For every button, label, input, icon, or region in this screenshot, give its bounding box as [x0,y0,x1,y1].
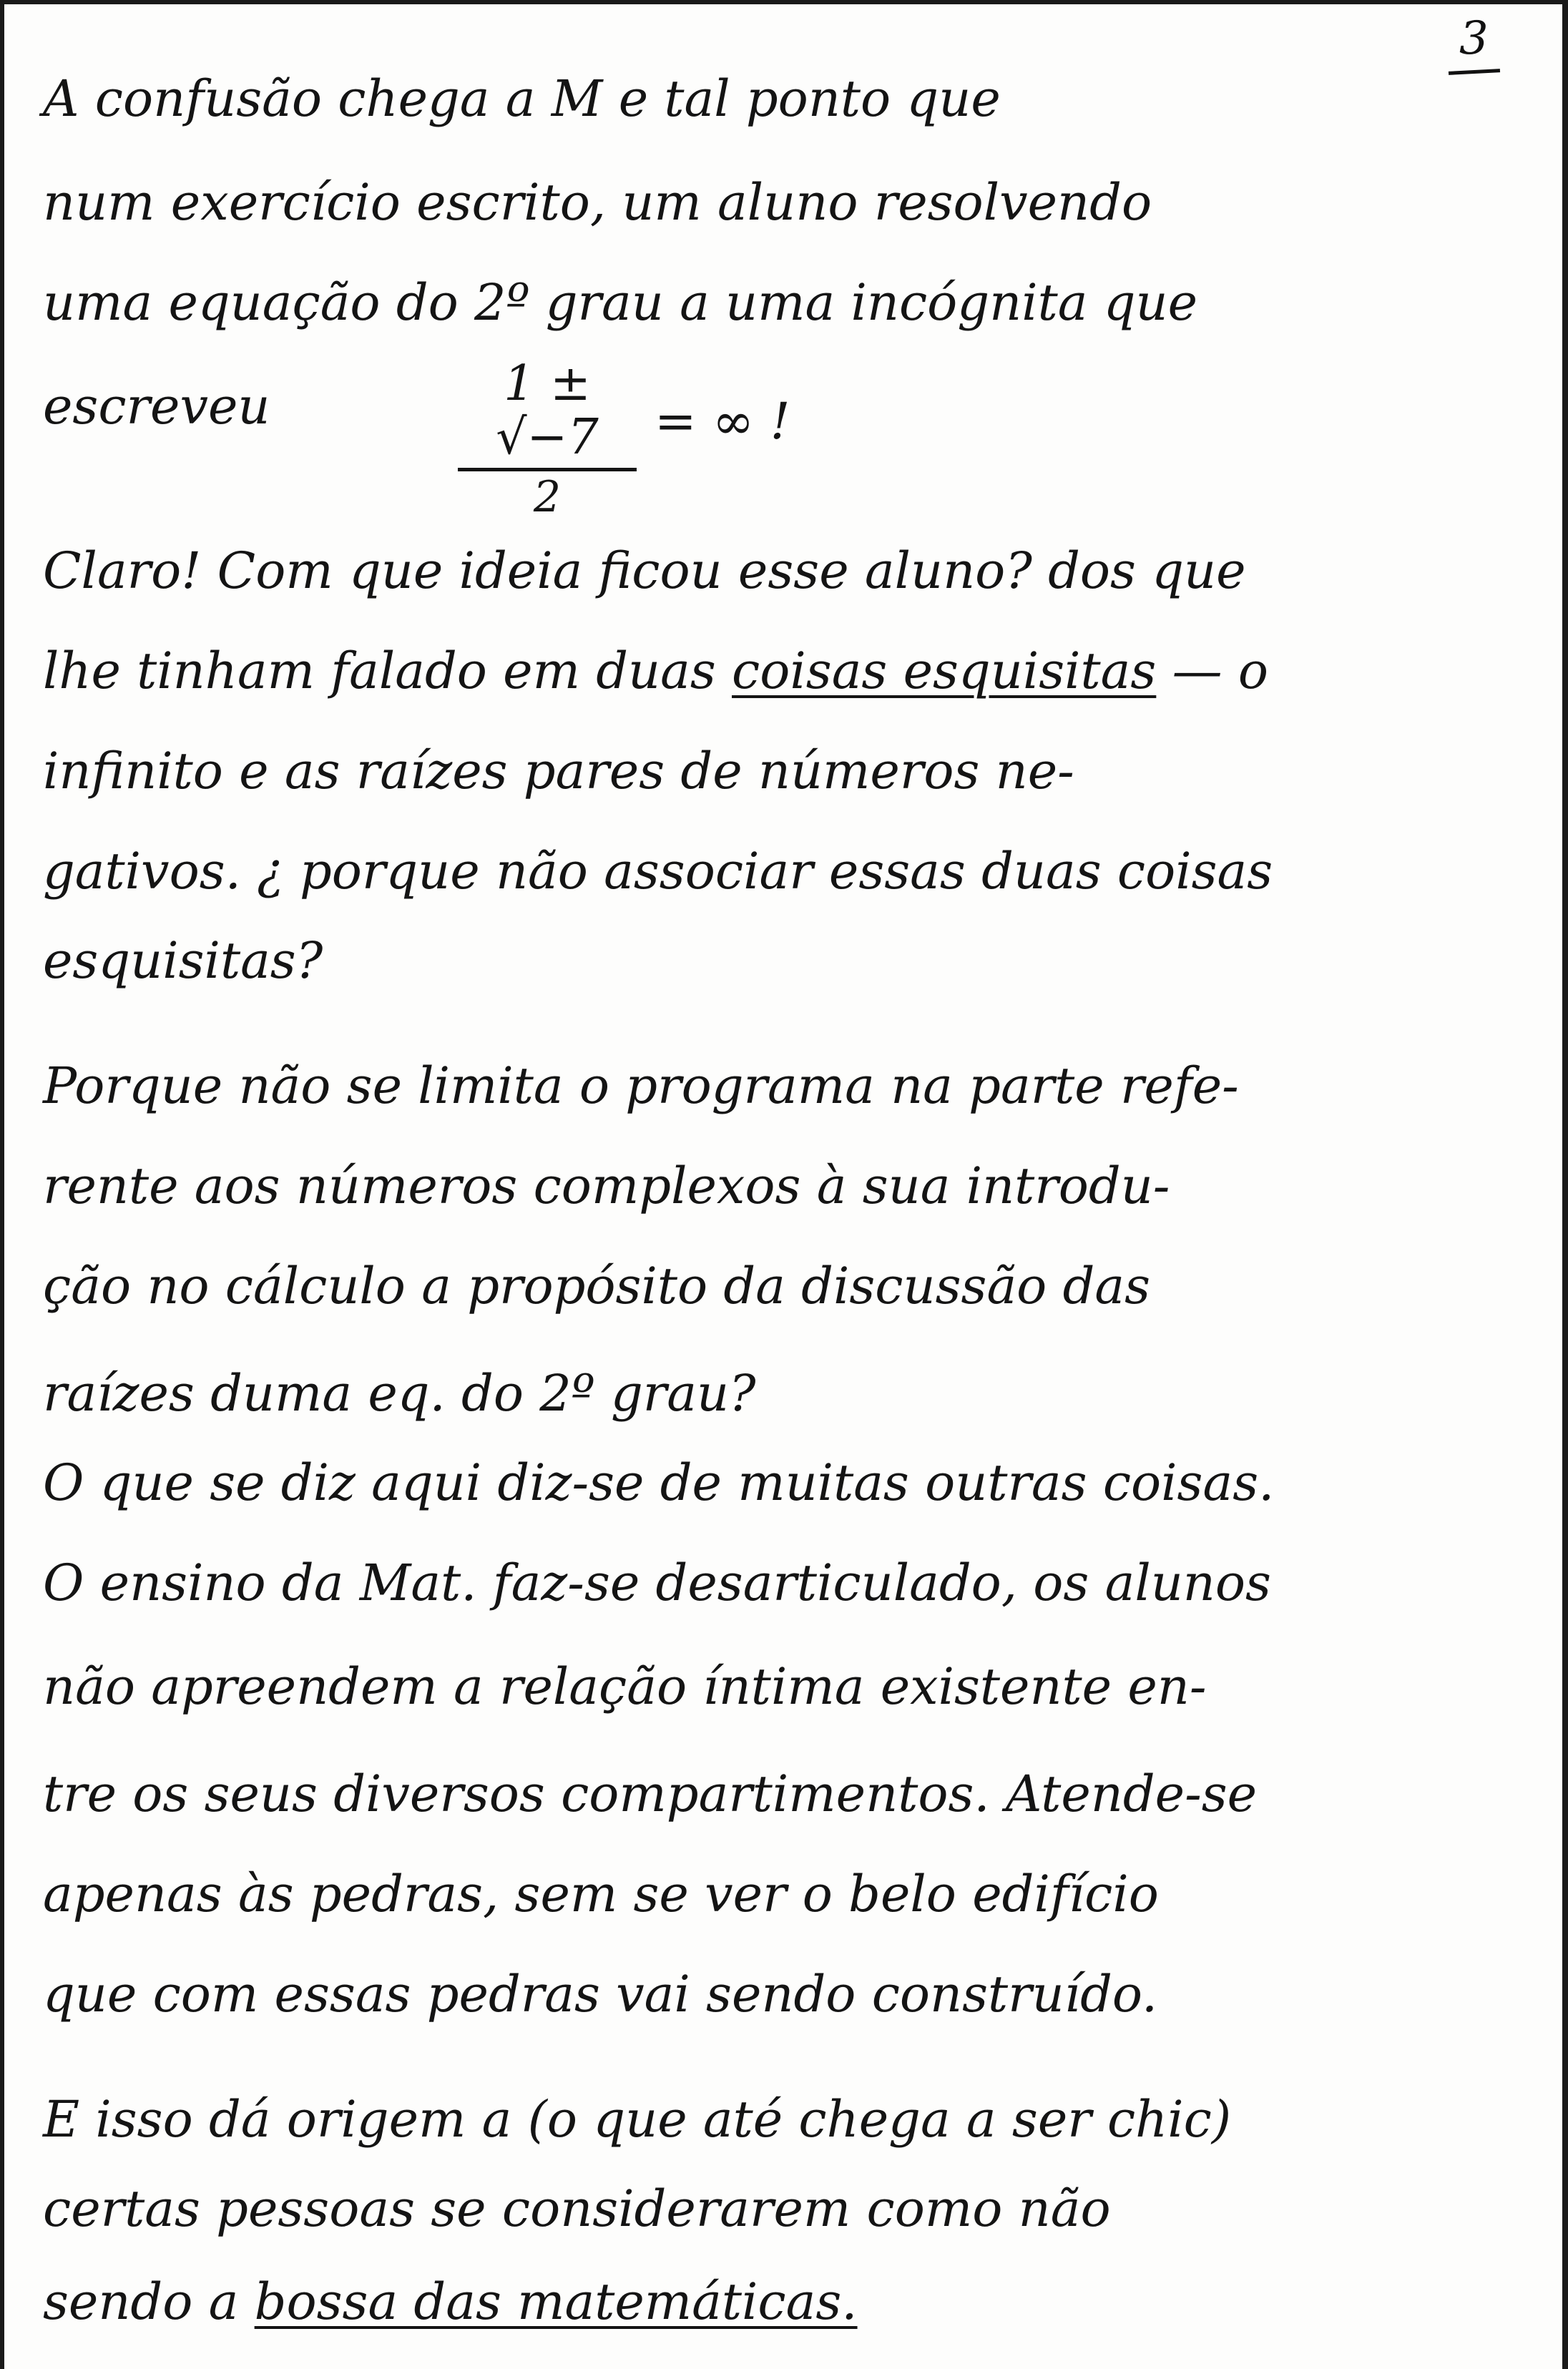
text-line-4: escreveu [43,377,270,436]
underlined-phrase-bossa: bossa das matemáticas. [254,2272,858,2331]
text-line-1: A confusão chega a M e tal ponto que [43,69,1001,128]
page-number: 3 [1459,12,1489,65]
underlined-phrase: coisas esquisitas [732,642,1157,700]
text-line-8: gativos. ¿ porque não associar essas duas coisas [43,842,1273,901]
text-line-11: rente aos números complexos à sua introdu- [43,1157,1170,1215]
text-line-15: O ensino da Mat. faz-se desarticulado, os alunos [43,1554,1271,1612]
text-line-13: raízes duma eq. do 2º grau? [43,1364,756,1423]
text-line-18: apenas às pedras, sem se ver o belo edifício [43,1865,1159,1923]
text-line-6 [43,644,1531,699]
text-line-20: E isso dá origem a (o que até chega a ser chic) [43,2090,1232,2149]
text-line-17: tre os seus diversos compartimentos. Atende-se [43,1765,1258,1823]
scan-edge-top [0,0,1568,4]
scan-edge-left [0,0,4,2369]
text-line-19: que com essas pedras vai sendo construído. [43,1965,1158,2024]
fraction-bar [458,468,637,471]
text-line-14: O que se diz aqui diz-se de muitas outras coisas. [43,1453,1275,1512]
text-line-6-lead: lhe tinham falado em duas [43,642,716,700]
formula-denominator: 2 [533,471,562,522]
text-line-16: não apreendem a relação íntima existente en- [43,1657,1207,1716]
text-line-10: Porque não se limita o programa na parte refe- [43,1056,1239,1115]
text-line-2: num exercício escrito, um aluno resolvendo [43,173,1152,232]
text-line-3: uma equação do 2º grau a uma incógnita que [43,273,1198,332]
text-line-5: Claro! Com que ideia ficou esse aluno? dos que [43,541,1246,600]
formula-fraction [451,355,644,522]
text-line-7: infinito e as raízes pares de números ne- [43,742,1074,800]
text-line-9: esquisitas? [43,931,323,990]
text-line-22 [43,2272,1531,2331]
scan-edge-right [1562,0,1568,2369]
formula-numerator: 1 ± √−7 [496,355,599,466]
formula-rhs: = ∞ ! [655,392,790,451]
text-line-21: certas pessoas se considerarem como não [43,2179,1111,2238]
text-line-22-lead: sendo a [43,2272,239,2331]
text-line-6-tail: — o [1156,642,1268,700]
text-line-12: ção no cálculo a propósito da discussão das [43,1257,1151,1315]
